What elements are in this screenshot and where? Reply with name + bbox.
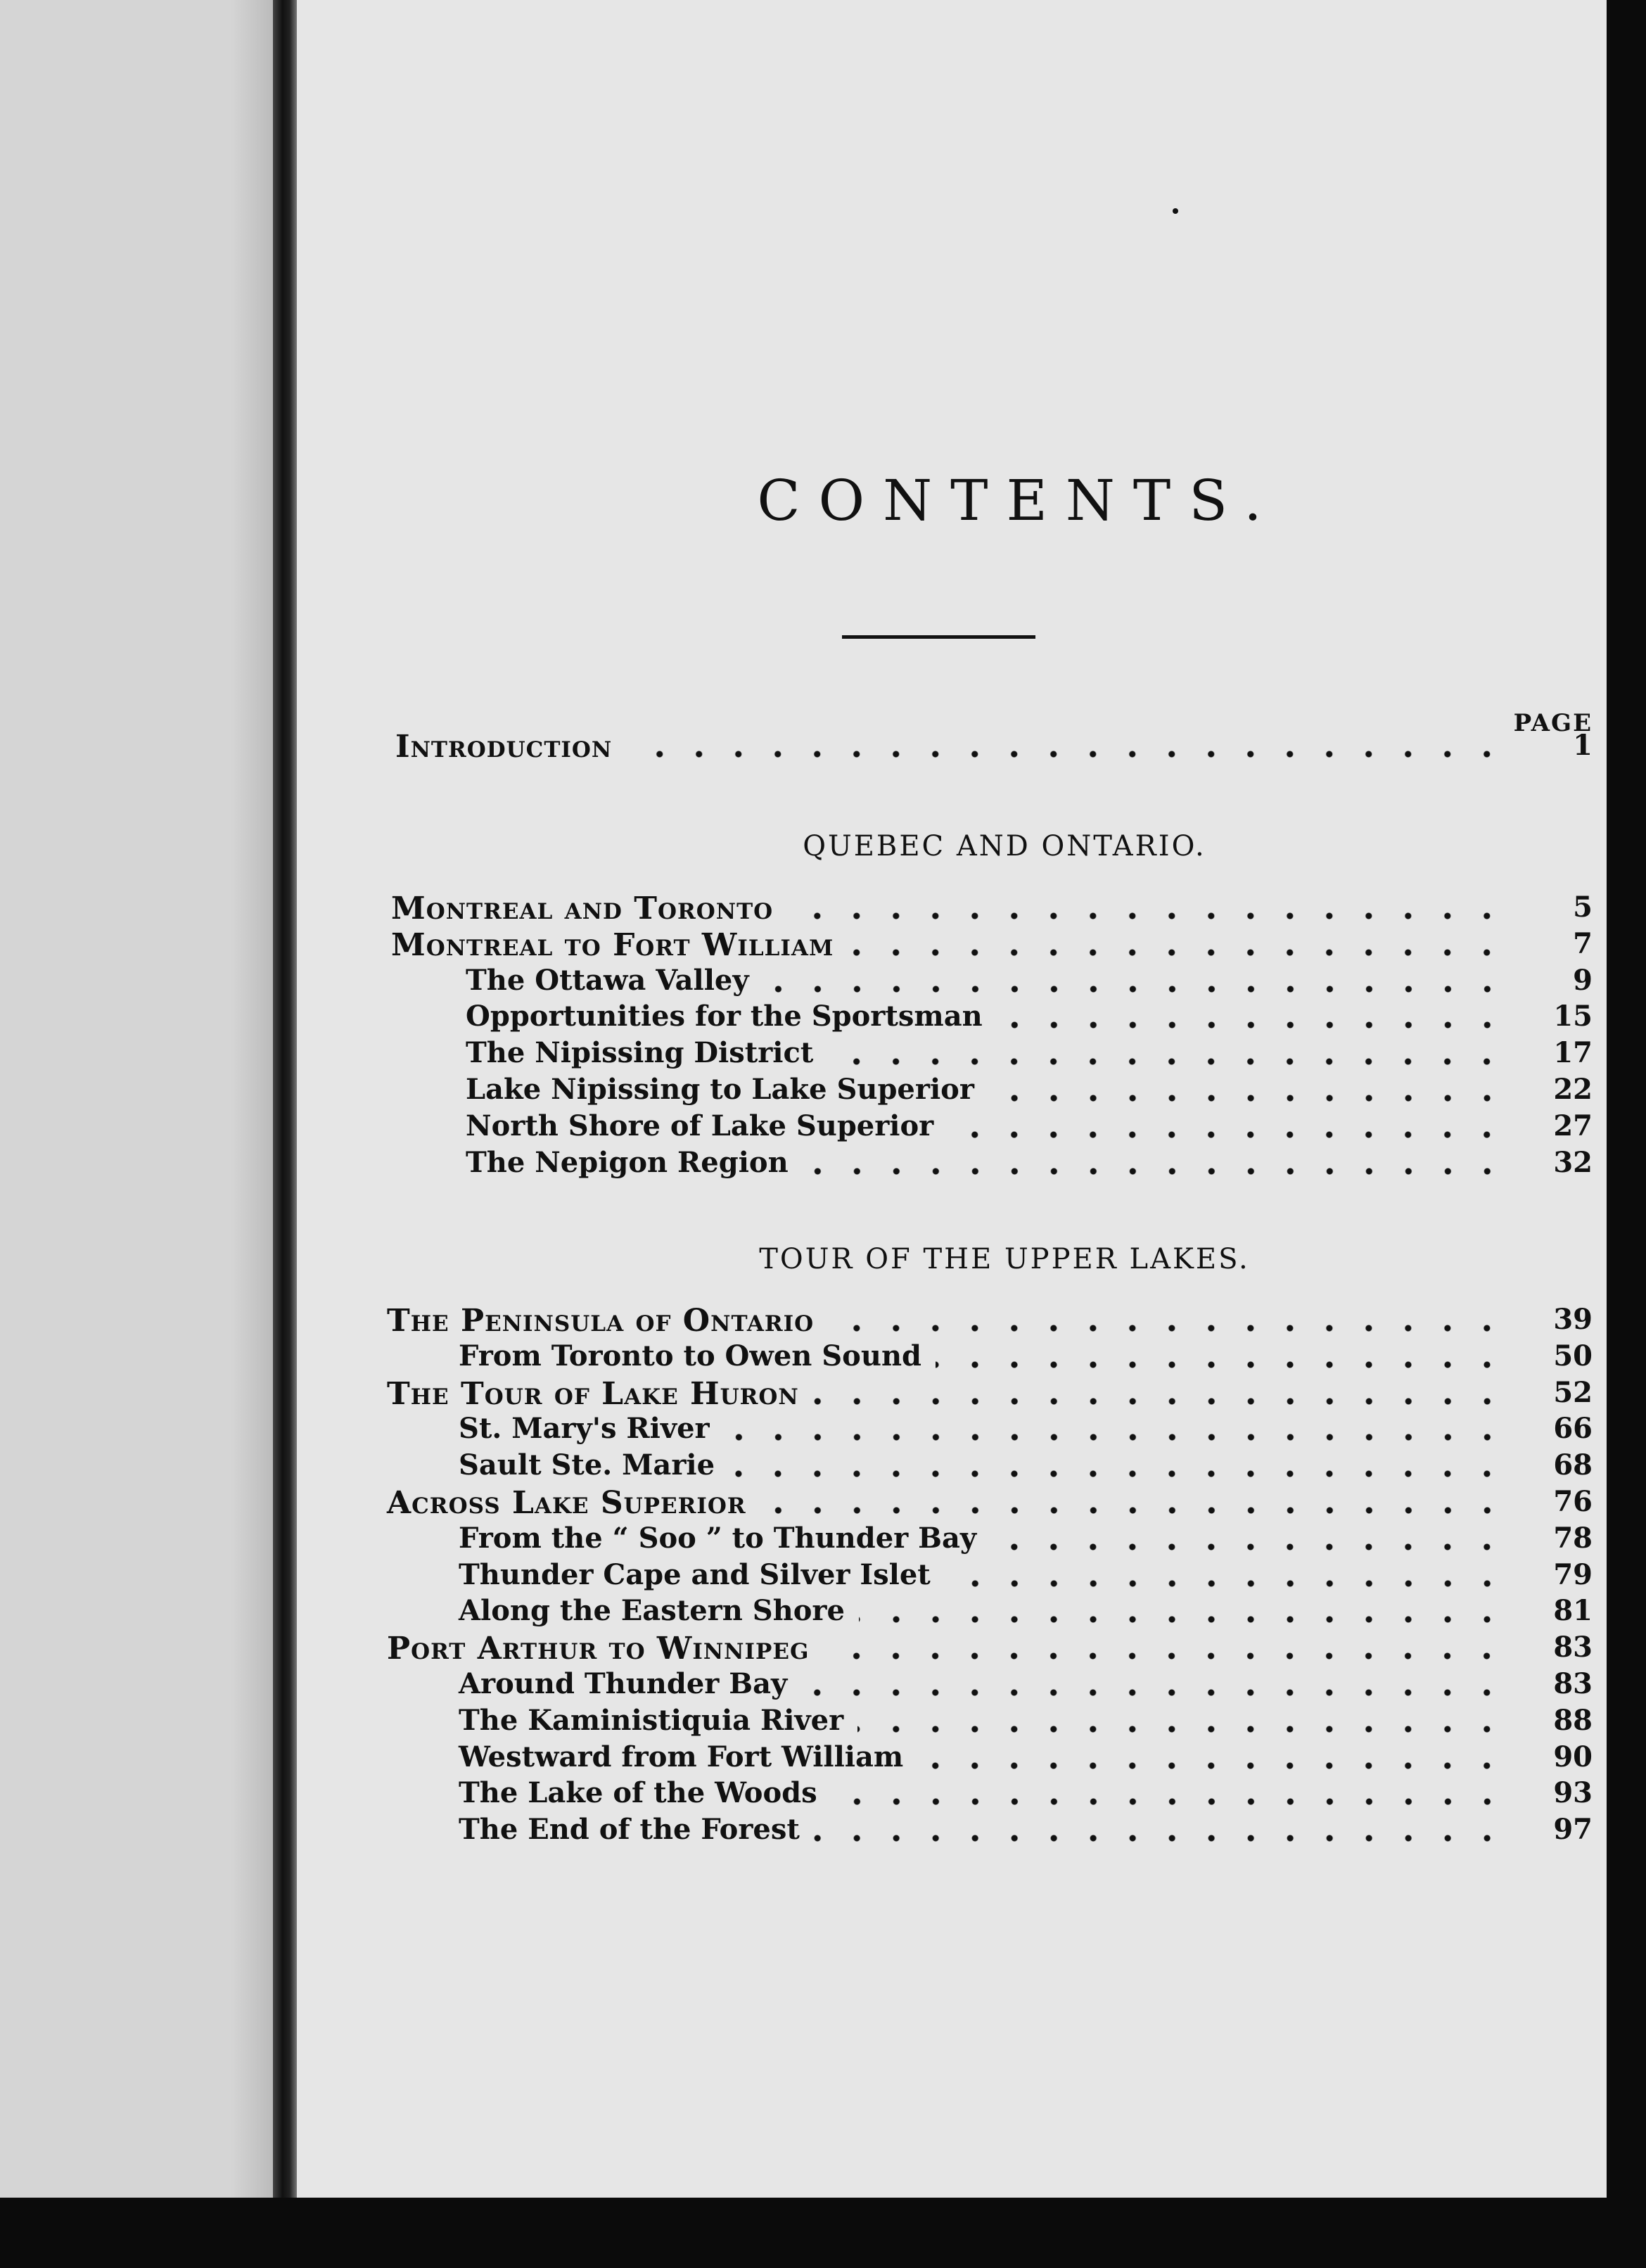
toc-entry-page-number: 97 bbox=[1553, 1813, 1593, 1847]
dot-leader bbox=[763, 969, 1507, 998]
toc-entry-title: Along the Eastern Shore bbox=[459, 1594, 845, 1628]
dot-leader bbox=[859, 1600, 1507, 1628]
toc-entry-title: The End of the Forest bbox=[459, 1813, 800, 1847]
toc-entry-page-number: 78 bbox=[1553, 1521, 1593, 1555]
toc-entry bbox=[297, 1740, 1607, 1777]
dot-leader bbox=[997, 1005, 1507, 1033]
toc-entry-title: The Nepigon Region bbox=[466, 1145, 789, 1179]
toc-entry bbox=[297, 1448, 1607, 1485]
toc-entry bbox=[297, 1558, 1607, 1595]
toc-entry-title: The Kaministiquia River bbox=[459, 1703, 844, 1737]
book-gutter bbox=[273, 0, 297, 2268]
toc-entry-title: The Nipissing District bbox=[466, 1036, 814, 1070]
page-column-label: PAGE bbox=[1513, 709, 1593, 737]
toc-entry bbox=[297, 1776, 1607, 1813]
toc-entry-title: Port Arthur to Winnipeg bbox=[387, 1631, 810, 1667]
toc-entry bbox=[297, 891, 1607, 927]
toc-entry bbox=[297, 729, 1607, 765]
toc-entry bbox=[297, 1667, 1607, 1704]
dot-leader bbox=[917, 1746, 1507, 1774]
toc-entry-title: Lake Nipissing to Lake Superior bbox=[466, 1073, 974, 1106]
toc-entry-title: North Shore of Lake Superior bbox=[466, 1109, 934, 1142]
toc-entry-page-number: 15 bbox=[1553, 1000, 1593, 1033]
toc-entry-page-number: 39 bbox=[1553, 1303, 1593, 1336]
toc-entry-title: Thunder Cape and Silver Islet bbox=[459, 1557, 931, 1591]
toc-entry bbox=[297, 1412, 1607, 1448]
dot-leader bbox=[990, 1527, 1507, 1555]
dot-leader bbox=[626, 734, 1507, 763]
toc-entry-page-number: 9 bbox=[1573, 963, 1593, 997]
toc-entry bbox=[297, 1073, 1607, 1109]
page-bottom-edge bbox=[0, 2198, 1646, 2268]
toc-entry-page-number: 27 bbox=[1553, 1109, 1593, 1142]
dot-leader bbox=[823, 1636, 1507, 1664]
toc-entry-page-number: 7 bbox=[1573, 926, 1593, 960]
toc-entry bbox=[297, 927, 1607, 964]
dot-leader bbox=[936, 1345, 1507, 1373]
toc-entry-title: Montreal and Toronto bbox=[391, 891, 774, 926]
dot-leader bbox=[729, 1454, 1507, 1482]
toc-entry bbox=[297, 1000, 1607, 1036]
toc-entry-page-number: 81 bbox=[1553, 1594, 1593, 1628]
dot-leader bbox=[848, 933, 1507, 961]
toc-entry bbox=[297, 1631, 1607, 1667]
toc-entry bbox=[297, 964, 1607, 1000]
toc-entry-page-number: 5 bbox=[1573, 891, 1593, 924]
toc-entry-title: Montreal to Fort William bbox=[391, 926, 834, 963]
dot-leader bbox=[827, 1042, 1507, 1070]
toc-entry bbox=[297, 1376, 1607, 1413]
toc-entry-page-number: 83 bbox=[1553, 1667, 1593, 1700]
toc-entry-title: From Toronto to Owen Sound bbox=[459, 1339, 921, 1372]
facing-page-edge bbox=[0, 0, 273, 2268]
toc-entry-page-number: 93 bbox=[1553, 1776, 1593, 1810]
dot-leader bbox=[801, 1673, 1507, 1701]
toc-entry-page-number: 79 bbox=[1553, 1557, 1593, 1591]
toc-entry bbox=[297, 1813, 1607, 1849]
toc-entry-title: The Lake of the Woods bbox=[459, 1776, 817, 1810]
dot-leader bbox=[813, 1382, 1507, 1410]
toc-entry-page-number: 90 bbox=[1553, 1740, 1593, 1773]
dot-leader bbox=[787, 896, 1507, 924]
toc-entry bbox=[297, 1303, 1607, 1339]
toc-entry-page-number: 88 bbox=[1553, 1703, 1593, 1737]
toc-entry-page-number: 76 bbox=[1553, 1485, 1593, 1518]
page-title: CONTENTS. bbox=[757, 468, 1280, 533]
toc-entry-page-number: 1 bbox=[1573, 729, 1593, 762]
dot-leader bbox=[831, 1782, 1507, 1810]
section-heading: QUEBEC AND ONTARIO. bbox=[803, 830, 1206, 862]
section-heading: TOUR OF THE UPPER LAKES. bbox=[759, 1243, 1250, 1275]
toc-entry bbox=[297, 1146, 1607, 1183]
toc-entry-title: The Ottawa Valley bbox=[466, 963, 749, 997]
toc-entry-page-number: 32 bbox=[1553, 1145, 1593, 1179]
toc-entry-title: The Tour of Lake Huron bbox=[387, 1375, 799, 1412]
dot-leader bbox=[857, 1709, 1507, 1738]
toc-entry-page-number: 17 bbox=[1553, 1036, 1593, 1070]
toc-entry bbox=[297, 1522, 1607, 1558]
ink-speck bbox=[1173, 208, 1178, 214]
toc-entry-title: From the “ Soo ” to Thunder Bay bbox=[459, 1521, 977, 1555]
toc-entry-page-number: 83 bbox=[1553, 1631, 1593, 1664]
toc-entry bbox=[297, 1704, 1607, 1740]
dot-leader bbox=[945, 1564, 1507, 1592]
toc-entry-title: Across Lake Superior bbox=[387, 1485, 746, 1521]
toc-entry-page-number: 66 bbox=[1553, 1412, 1593, 1446]
toc-entry bbox=[297, 1036, 1607, 1073]
dot-leader bbox=[803, 1152, 1507, 1180]
dot-leader bbox=[760, 1491, 1507, 1519]
toc-entry-title: Around Thunder Bay bbox=[459, 1667, 788, 1700]
toc-entry-title: St. Mary's River bbox=[459, 1412, 710, 1446]
toc-entry bbox=[297, 1485, 1607, 1522]
dot-leader bbox=[814, 1818, 1507, 1847]
toc-entry bbox=[297, 1594, 1607, 1631]
dot-leader bbox=[948, 1115, 1507, 1143]
toc-entry bbox=[297, 1339, 1607, 1376]
contents-page bbox=[297, 0, 1607, 2198]
dot-leader bbox=[828, 1308, 1507, 1337]
toc-entry-title: Opportunities for the Sportsman bbox=[466, 1000, 983, 1033]
title-rule bbox=[842, 635, 1035, 639]
toc-entry bbox=[297, 1109, 1607, 1146]
toc-entry-page-number: 22 bbox=[1553, 1073, 1593, 1106]
toc-entry-page-number: 68 bbox=[1553, 1448, 1593, 1482]
toc-entry-title: Introduction bbox=[395, 729, 613, 765]
toc-entry-title: Sault Ste. Marie bbox=[459, 1448, 715, 1482]
toc-entry-page-number: 52 bbox=[1553, 1375, 1593, 1409]
toc-entry-title: Westward from Fort William bbox=[459, 1740, 904, 1773]
dot-leader bbox=[988, 1078, 1507, 1107]
toc-entry-title: The Peninsula of Ontario bbox=[387, 1303, 815, 1339]
dot-leader bbox=[724, 1418, 1507, 1446]
toc-entry-page-number: 50 bbox=[1553, 1339, 1593, 1372]
